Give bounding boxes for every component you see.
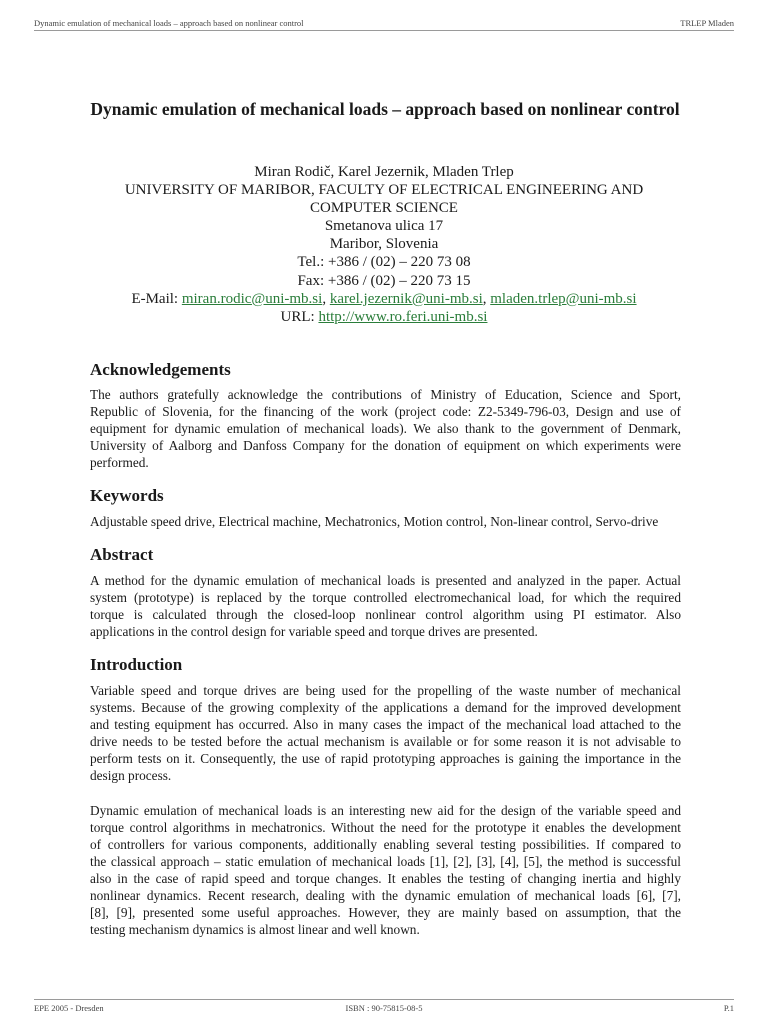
author-names: Miran Rodič, Karel Jezernik, Mladen Trlep: [254, 164, 514, 180]
text-line: The authors gratefully acknowledge the contributions of Ministry of Education, Science and Sport,: [90, 387, 681, 402]
abstract-text: [90, 572, 681, 640]
abstract-section: [90, 545, 681, 640]
introduction-paragraph-2: [90, 802, 681, 939]
header-author: TRLEP Mladen: [680, 18, 734, 28]
footer-conference: EPE 2005 - Dresden: [34, 1003, 104, 1013]
header-title: Dynamic emulation of mechanical loads – approach based on nonlinear control: [34, 18, 304, 28]
email-line: E-Mail: miran.rodic@uni-mb.si, karel.jezernik@uni-mb.si, mladen.trlep@uni-mb.si: [131, 290, 637, 307]
email-link-jezernik[interactable]: karel.jezernik@uni-mb.si: [329, 290, 483, 307]
email-link-trlep[interactable]: mladen.trlep@uni-mb.si: [490, 290, 637, 307]
running-header: [34, 16, 734, 31]
acknowledgements-section: [90, 360, 681, 471]
abstract-heading: Abstract: [90, 545, 154, 564]
text-line: system (prototype) is replaced by the torque controlled electromechanical load, for which the required: [90, 590, 681, 606]
introduction-section: [90, 655, 681, 938]
text-line: Dynamic emulation of mechanical loads is an interesting new aid for the design of the variable speed and: [90, 802, 681, 818]
text-line: Republic of Slovenia, for the financing of the work (project code: Z2-5349-796-03, Design and use of: [90, 404, 681, 420]
text-line: of controllers for various components, additionally enabling several testing possibilities. If compared to: [90, 836, 681, 852]
footer-page-number: P.1: [723, 1003, 734, 1013]
text-line: drive needs to be tested before the actual mechanism is available or for some reason it is not advisable to: [90, 734, 681, 750]
city-country: Maribor, Slovenia: [329, 236, 439, 253]
text-line: also in the case of rapid speed and torque changes. It enables the testing of changing inertia and highly: [90, 870, 681, 886]
keywords-heading: Keywords: [90, 486, 164, 505]
text-line: the classical approach – static emulation of mechanical loads [1], [2], [3], [4], [5], the method is successful: [90, 853, 681, 869]
affiliation-line-1: UNIVERSITY OF MARIBOR, FACULTY OF ELECTRICAL ENGINEERING AND: [124, 182, 644, 199]
text-line: torque control algorithms in mechatronics. Without the need for the prototype it enables the development: [90, 819, 681, 835]
text-line: Adjustable speed drive, Electrical machine, Mechatronics, Motion control, Non-linear control, Servo-drive: [90, 514, 659, 529]
footer-isbn: ISBN : 90-75815-08-5: [345, 1003, 423, 1013]
affiliation-line-2: COMPUTER SCIENCE: [310, 200, 458, 217]
text-line: and testing equipment has occurred. Also in many cases the impact of the mechanical load attached to the: [90, 717, 681, 733]
text-line: equipment for dynamic emulation of mechanical loads). We also thank to the government of Denmark,: [90, 421, 681, 437]
text-line: torque is calculated through the closed-loop nonlinear control algorithm using PI estimator. Also: [90, 607, 681, 623]
keywords-text: [90, 513, 681, 530]
text-line: Variable speed and torque drives are being used for the propelling of the waste number of mechanical: [90, 683, 681, 698]
paper-title: Dynamic emulation of mechanical loads – approach based on nonlinear control: [90, 99, 680, 119]
telephone: Tel.: +386 / (02) – 220 73 08: [297, 254, 471, 271]
text-line: systems. Because of the growing complexity of the applications a demand for the improved development: [90, 700, 681, 716]
keywords-section: [90, 486, 681, 530]
text-line: performed.: [90, 455, 149, 471]
text-line: perform tests on it. Consequently, the use of rapid prototyping approaches is gaining the importance in the: [90, 751, 681, 767]
url-line: [60, 308, 708, 326]
text-line: design process.: [90, 768, 172, 784]
introduction-heading: Introduction: [90, 655, 183, 674]
fax: Fax: +386 / (02) – 220 73 15: [297, 272, 471, 289]
email-label: E-Mail:: [131, 290, 179, 307]
text-line: nonlinear dynamics. Recent research, dealing with the dynamic emulation of mechanical loads [6], [7],: [90, 888, 681, 904]
url-label: URL:: [280, 308, 315, 325]
email-link-rodic[interactable]: miran.rodic@uni-mb.si: [181, 290, 323, 307]
introduction-paragraph-1: [90, 682, 681, 785]
text-line: A method for the dynamic emulation of mechanical loads is presented and analyzed in the paper. Actual: [90, 573, 681, 588]
text-line: applications in the control design for variable speed and torque drives are presented.: [90, 624, 538, 640]
street-address: Smetanova ulica 17: [324, 218, 444, 235]
website-link[interactable]: http://www.ro.feri.uni-mb.si: [318, 308, 488, 325]
text-line: University of Aalborg and Danfoss Company for the donation of equipment on which experiments were: [90, 438, 681, 454]
text-line: testing mechanism dynamics is almost linear and well known.: [90, 922, 420, 938]
acknowledgements-heading: Acknowledgements: [90, 360, 231, 379]
text-line: [8], [9], presented some useful approaches. However, they are mainly based on assumption, that the: [90, 905, 681, 921]
page-footer: [34, 999, 734, 1014]
author-block: [60, 163, 708, 326]
acknowledgements-text: [90, 386, 681, 471]
